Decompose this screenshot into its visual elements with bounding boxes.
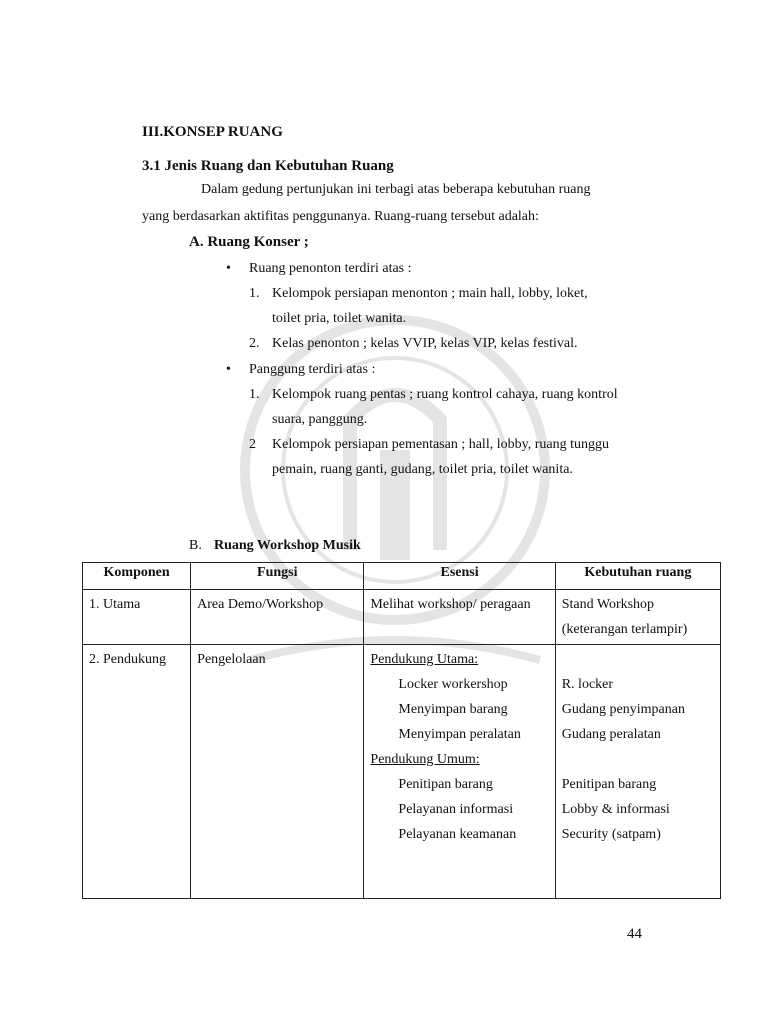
section-b-title: Ruang Workshop Musik: [214, 538, 361, 553]
header-fungsi: Fungsi: [191, 563, 364, 590]
header-komponen: Komponen: [83, 563, 191, 590]
list-item: R. locker: [561, 677, 614, 692]
workshop-table: [82, 562, 721, 899]
b1-item1-number: 1.: [249, 286, 260, 301]
list-item: Menyimpan barang: [398, 702, 508, 717]
list-item: Locker workershop: [398, 677, 508, 692]
b2-item1-line1: Kelompok ruang pentas ; ruang kontrol cahaya, ruang kontrol: [272, 387, 618, 402]
cell-fungsi: Area Demo/Workshop: [191, 590, 364, 645]
section-a-heading: A. Ruang Konser ;: [189, 234, 309, 250]
list-item: Penitipan barang: [561, 777, 657, 792]
subsection-heading: 3.1 Jenis Ruang dan Kebutuhan Ruang: [142, 158, 394, 174]
cell-komponen: 1. Utama: [83, 590, 191, 645]
cell-esensi: Melihat workshop/ peragaan: [364, 590, 555, 645]
list-item: Pelayanan keamanan: [398, 827, 517, 842]
intro-line-1: Dalam gedung pertunjukan ini terbagi atas beberapa kebutuhan ruang: [201, 182, 591, 197]
section-b-prefix: B.: [189, 538, 202, 553]
cell-kebutuhan: Stand Workshop (keterangan terlampir): [555, 590, 720, 645]
page-number: 44: [627, 926, 642, 942]
list-item: Menyimpan peralatan: [398, 727, 521, 742]
list-item: Penitipan barang: [398, 777, 493, 792]
b1-item2-line1: Kelas penonton ; kelas VVIP, kelas VIP, kelas festival.: [272, 336, 578, 351]
b1-item1-line2: toilet pria, toilet wanita.: [272, 311, 407, 326]
list-item: Pelayanan informasi: [398, 802, 514, 817]
b1-item2-number: 2.: [249, 336, 260, 351]
bullet-ruang-penonton: • Ruang penonton terdiri atas :: [249, 261, 412, 277]
cell-fungsi: Pengelolaan: [191, 645, 364, 899]
bullet-panggung: • Panggung terdiri atas :: [249, 362, 375, 378]
group-label: Pendukung Utama:: [370, 652, 479, 667]
list-item: Gudang penyimpanan: [561, 702, 685, 717]
b2-item2-line2: pemain, ruang ganti, gudang, toilet pria, toilet wanita.: [272, 462, 573, 477]
header-kebutuhan: Kebutuhan ruang: [555, 563, 720, 590]
table-row: [83, 590, 721, 645]
cell-esensi: [364, 645, 555, 899]
header-esensi: Esensi: [364, 563, 555, 590]
list-item: Lobby & informasi: [561, 802, 670, 817]
group-label: Pendukung Umum:: [370, 752, 480, 767]
b2-item2-number: 2: [249, 437, 256, 452]
table-row: [83, 645, 721, 899]
list-item: Gudang peralatan: [561, 727, 661, 742]
b2-item2-line1: Kelompok persiapan pementasan ; hall, lobby, ruang tunggu: [272, 437, 609, 452]
table-header-row: [83, 563, 721, 590]
b1-item1-line1: Kelompok persiapan menonton ; main hall, lobby, loket,: [272, 286, 588, 301]
b2-item1-number: 1.: [249, 387, 260, 402]
section-heading: III.KONSEP RUANG: [142, 124, 283, 140]
list-item: Security (satpam): [561, 827, 661, 842]
cell-komponen: 2. Pendukung: [83, 645, 191, 899]
b2-item1-line2: suara, panggung.: [272, 412, 368, 427]
intro-line-2: yang berdasarkan aktifitas penggunanya. Ruang-ruang tersebut adalah:: [142, 209, 539, 224]
cell-kebutuhan: [555, 645, 720, 899]
